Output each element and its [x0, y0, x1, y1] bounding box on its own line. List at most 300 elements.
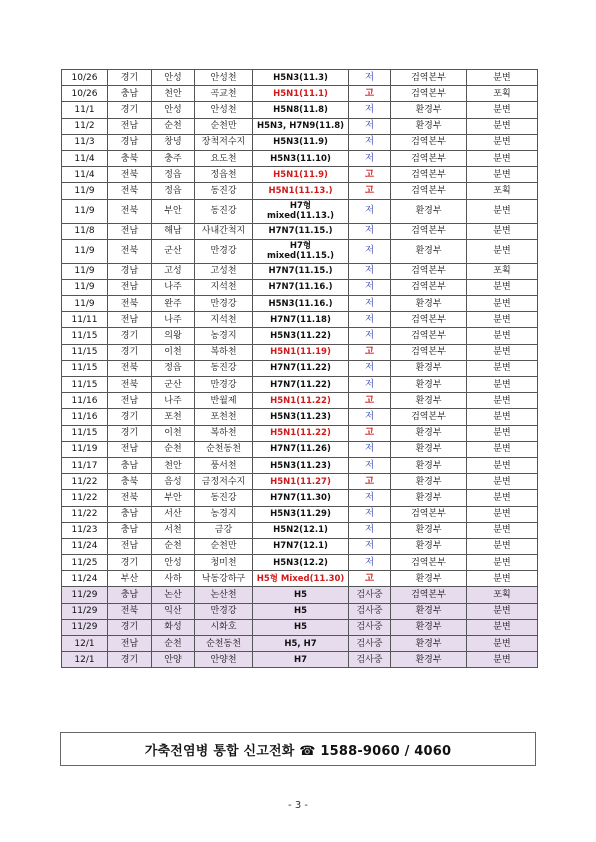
table-row: [62, 538, 538, 554]
cell-sample-type: 분변: [467, 603, 538, 619]
cell-collection-date: 11/22: [62, 474, 108, 490]
cell-subtype: H5N2(12.1): [253, 522, 349, 538]
cell-collection-date: 11/24: [62, 571, 108, 587]
cell-site: 논산천: [195, 587, 253, 603]
cell-city: 순천: [152, 538, 195, 554]
cell-site: 만경강: [195, 239, 253, 263]
cell-pathogenicity: 저: [349, 118, 391, 134]
table-row: [62, 619, 538, 635]
cell-subtype: H5N3(11.22): [253, 328, 349, 344]
cell-site: 복하천: [195, 344, 253, 360]
cell-sample-type: 분변: [467, 522, 538, 538]
cell-site: 고성천: [195, 263, 253, 279]
cell-city: 나주: [152, 393, 195, 409]
cell-city: 창녕: [152, 134, 195, 150]
cell-agency: 환경부: [391, 296, 467, 312]
cell-subtype: H7N7(11.26): [253, 441, 349, 457]
cell-city: 부안: [152, 199, 195, 223]
cell-subtype: H5N3(11.10): [253, 150, 349, 166]
cell-sample-type: 분변: [467, 490, 538, 506]
cell-agency: 검역본부: [391, 134, 467, 150]
cell-collection-date: 11/22: [62, 506, 108, 522]
cell-site: 안성천: [195, 70, 253, 86]
cell-pathogenicity: 저: [349, 490, 391, 506]
cell-pathogenicity: 저: [349, 457, 391, 473]
table-row: [62, 490, 538, 506]
cell-collection-date: 11/17: [62, 457, 108, 473]
cell-subtype: H5N1(11.27): [253, 474, 349, 490]
cell-province: 전북: [108, 377, 152, 393]
cell-sample-type: 분변: [467, 167, 538, 183]
cell-province: 경남: [108, 134, 152, 150]
cell-pathogenicity: 저: [349, 239, 391, 263]
cell-site: 동진강: [195, 360, 253, 376]
cell-agency: 환경부: [391, 441, 467, 457]
cell-agency: 환경부: [391, 652, 467, 668]
table-row: [62, 167, 538, 183]
cell-city: 천안: [152, 457, 195, 473]
cell-province: 경기: [108, 425, 152, 441]
cell-subtype: H5N3(11.9): [253, 134, 349, 150]
cell-collection-date: 10/26: [62, 86, 108, 102]
table-row: [62, 587, 538, 603]
table-row: [62, 150, 538, 166]
cell-city: 정읍: [152, 183, 195, 199]
cell-city: 서천: [152, 522, 195, 538]
cell-subtype: H5N1(11.19): [253, 344, 349, 360]
cell-agency: 검역본부: [391, 279, 467, 295]
cell-subtype: H5: [253, 619, 349, 635]
cell-site: 청미천: [195, 555, 253, 571]
cell-sample-type: 분변: [467, 118, 538, 134]
cell-site: 반월제: [195, 393, 253, 409]
cell-site: 시화호: [195, 619, 253, 635]
cell-city: 나주: [152, 279, 195, 295]
cell-agency: 환경부: [391, 199, 467, 223]
cell-city: 정읍: [152, 167, 195, 183]
cell-sample-type: 분변: [467, 474, 538, 490]
cell-city: 군산: [152, 239, 195, 263]
cell-collection-date: 11/9: [62, 296, 108, 312]
table-row: [62, 571, 538, 587]
cell-subtype: H5N1(11.1): [253, 86, 349, 102]
cell-agency: 검역본부: [391, 555, 467, 571]
cell-city: 순천: [152, 118, 195, 134]
cell-site: 풍서천: [195, 457, 253, 473]
cell-province: 경기: [108, 344, 152, 360]
cell-collection-date: 10/26: [62, 70, 108, 86]
cell-agency: 검역본부: [391, 86, 467, 102]
cell-city: 충주: [152, 150, 195, 166]
cell-collection-date: 11/16: [62, 393, 108, 409]
cell-collection-date: 11/15: [62, 344, 108, 360]
cell-pathogenicity: 저: [349, 377, 391, 393]
cell-agency: 환경부: [391, 636, 467, 652]
cell-pathogenicity: 고: [349, 167, 391, 183]
cell-agency: 환경부: [391, 377, 467, 393]
cell-pathogenicity: 고: [349, 86, 391, 102]
report-hotline-box: [60, 732, 536, 766]
cell-province: 경기: [108, 409, 152, 425]
cell-sample-type: 분변: [467, 619, 538, 635]
cell-collection-date: 11/11: [62, 312, 108, 328]
table-row: [62, 360, 538, 376]
cell-subtype: H7N7(11.16.): [253, 279, 349, 295]
cell-site: 포천천: [195, 409, 253, 425]
table-row: [62, 239, 538, 263]
cell-site: 동진강: [195, 490, 253, 506]
cell-subtype: H7N7(11.22): [253, 360, 349, 376]
table-row: [62, 344, 538, 360]
cell-pathogenicity: 저: [349, 522, 391, 538]
cell-collection-date: 11/1: [62, 102, 108, 118]
table-row: [62, 183, 538, 199]
cell-pathogenicity: 저: [349, 70, 391, 86]
cell-province: 충북: [108, 474, 152, 490]
cell-pathogenicity: 저: [349, 199, 391, 223]
cell-pathogenicity: 저: [349, 441, 391, 457]
cell-sample-type: 분변: [467, 506, 538, 522]
cell-pathogenicity: 저: [349, 296, 391, 312]
cell-site: 안성천: [195, 102, 253, 118]
cell-subtype: H7형 mixed(11.13.): [253, 199, 349, 223]
cell-city: 포천: [152, 409, 195, 425]
cell-pathogenicity: 고: [349, 183, 391, 199]
cell-city: 부안: [152, 490, 195, 506]
cell-collection-date: 11/2: [62, 118, 108, 134]
cell-sample-type: 분변: [467, 328, 538, 344]
cell-sample-type: 분변: [467, 555, 538, 571]
cell-pathogenicity: 저: [349, 555, 391, 571]
cell-sample-type: 분변: [467, 102, 538, 118]
cell-city: 의왕: [152, 328, 195, 344]
report-hotline-text: 가축전염병 통합 신고전화 ☎ 1588-9060 / 4060: [144, 743, 452, 759]
cell-province: 전북: [108, 167, 152, 183]
cell-province: 충남: [108, 506, 152, 522]
cell-city: 순천: [152, 636, 195, 652]
table-row: [62, 474, 538, 490]
cell-collection-date: 11/15: [62, 328, 108, 344]
cell-province: 경남: [108, 263, 152, 279]
cell-agency: 검역본부: [391, 70, 467, 86]
cell-sample-type: 분변: [467, 360, 538, 376]
cell-collection-date: 11/9: [62, 279, 108, 295]
cell-subtype: H5N1(11.13.): [253, 183, 349, 199]
cell-subtype: H7N7(11.30): [253, 490, 349, 506]
cell-province: 부산: [108, 571, 152, 587]
cell-city: 나주: [152, 312, 195, 328]
cell-city: 사하: [152, 571, 195, 587]
cell-site: 동진강: [195, 199, 253, 223]
table-row: [62, 555, 538, 571]
cell-agency: 검역본부: [391, 263, 467, 279]
table-row: [62, 506, 538, 522]
cell-province: 전북: [108, 490, 152, 506]
cell-pathogenicity: 고: [349, 393, 391, 409]
cell-sample-type: 분변: [467, 425, 538, 441]
cell-subtype: H7N7(12.1): [253, 538, 349, 554]
cell-city: 익산: [152, 603, 195, 619]
cell-sample-type: 분변: [467, 279, 538, 295]
cell-province: 경기: [108, 102, 152, 118]
cell-agency: 환경부: [391, 360, 467, 376]
cell-subtype: H5N3(12.2): [253, 555, 349, 571]
cell-agency: 환경부: [391, 425, 467, 441]
cell-collection-date: 11/9: [62, 263, 108, 279]
cell-province: 전남: [108, 312, 152, 328]
cell-collection-date: 11/22: [62, 490, 108, 506]
cell-site: 순천동천: [195, 636, 253, 652]
table-row: [62, 70, 538, 86]
cell-site: 순천만: [195, 118, 253, 134]
cell-pathogenicity: 저: [349, 279, 391, 295]
cell-city: 해남: [152, 223, 195, 239]
cell-agency: 환경부: [391, 538, 467, 554]
cell-province: 충남: [108, 457, 152, 473]
cell-city: 음성: [152, 474, 195, 490]
cell-province: 전남: [108, 223, 152, 239]
table-row: [62, 312, 538, 328]
cell-city: 이천: [152, 344, 195, 360]
cell-agency: 검역본부: [391, 409, 467, 425]
cell-province: 경기: [108, 555, 152, 571]
table-row: [62, 652, 538, 668]
cell-province: 충북: [108, 150, 152, 166]
cell-city: 고성: [152, 263, 195, 279]
cell-site: 복하천: [195, 425, 253, 441]
cell-province: 경기: [108, 70, 152, 86]
cell-pathogenicity: 저: [349, 150, 391, 166]
cell-site: 만경강: [195, 377, 253, 393]
cell-collection-date: 11/23: [62, 522, 108, 538]
cell-pathogenicity: 고: [349, 344, 391, 360]
cell-agency: 검역본부: [391, 328, 467, 344]
table-row: [62, 263, 538, 279]
cell-pathogenicity: 저: [349, 102, 391, 118]
cell-sample-type: 분변: [467, 70, 538, 86]
cell-sample-type: 분변: [467, 239, 538, 263]
table-row: [62, 86, 538, 102]
cell-collection-date: 11/4: [62, 167, 108, 183]
cell-site: 순천만: [195, 538, 253, 554]
cell-sample-type: 분변: [467, 652, 538, 668]
cell-sample-type: 분변: [467, 441, 538, 457]
cell-collection-date: 11/29: [62, 603, 108, 619]
table-row: [62, 134, 538, 150]
cell-sample-type: 포획: [467, 86, 538, 102]
table-row: [62, 296, 538, 312]
cell-pathogenicity: 검사중: [349, 587, 391, 603]
table-row: [62, 425, 538, 441]
cell-sample-type: 포획: [467, 183, 538, 199]
cell-subtype: H7N7(11.22): [253, 377, 349, 393]
cell-subtype: H7N7(11.15.): [253, 263, 349, 279]
cell-city: 화성: [152, 619, 195, 635]
cell-city: 안성: [152, 102, 195, 118]
cell-pathogenicity: 저: [349, 409, 391, 425]
cell-agency: 환경부: [391, 619, 467, 635]
cell-site: 정읍천: [195, 167, 253, 183]
cell-collection-date: 11/8: [62, 223, 108, 239]
cell-sample-type: 분변: [467, 409, 538, 425]
cell-collection-date: 11/4: [62, 150, 108, 166]
cell-sample-type: 분변: [467, 199, 538, 223]
avian-influenza-detection-table: [61, 69, 538, 668]
table-row: [62, 279, 538, 295]
table-row: [62, 636, 538, 652]
cell-collection-date: 11/29: [62, 587, 108, 603]
cell-province: 충남: [108, 587, 152, 603]
cell-sample-type: 분변: [467, 223, 538, 239]
cell-agency: 검역본부: [391, 344, 467, 360]
cell-agency: 환경부: [391, 603, 467, 619]
cell-subtype: H5N3(11.16.): [253, 296, 349, 312]
cell-site: 농경지: [195, 328, 253, 344]
cell-pathogenicity: 저: [349, 328, 391, 344]
cell-subtype: H5형 Mixed(11.30): [253, 571, 349, 587]
cell-site: 금정저수지: [195, 474, 253, 490]
cell-agency: 환경부: [391, 522, 467, 538]
cell-province: 전북: [108, 183, 152, 199]
cell-collection-date: 11/19: [62, 441, 108, 457]
cell-sample-type: 분변: [467, 344, 538, 360]
cell-pathogenicity: 저: [349, 312, 391, 328]
table-row: [62, 328, 538, 344]
cell-agency: 환경부: [391, 474, 467, 490]
cell-province: 전남: [108, 393, 152, 409]
cell-collection-date: 11/3: [62, 134, 108, 150]
cell-agency: 검역본부: [391, 312, 467, 328]
cell-city: 안양: [152, 652, 195, 668]
table-row: [62, 199, 538, 223]
cell-site: 지석천: [195, 279, 253, 295]
table-row: [62, 441, 538, 457]
cell-collection-date: 11/15: [62, 360, 108, 376]
cell-collection-date: 11/9: [62, 199, 108, 223]
cell-agency: 검역본부: [391, 223, 467, 239]
cell-pathogenicity: 고: [349, 474, 391, 490]
cell-agency: 검역본부: [391, 506, 467, 522]
cell-site: 요도천: [195, 150, 253, 166]
cell-site: 순천동천: [195, 441, 253, 457]
cell-collection-date: 12/1: [62, 652, 108, 668]
cell-collection-date: 11/15: [62, 377, 108, 393]
cell-sample-type: 분변: [467, 538, 538, 554]
cell-agency: 검역본부: [391, 167, 467, 183]
cell-sample-type: 분변: [467, 377, 538, 393]
cell-agency: 환경부: [391, 118, 467, 134]
cell-subtype: H5N3, H7N9(11.8): [253, 118, 349, 134]
cell-collection-date: 12/1: [62, 636, 108, 652]
cell-pathogenicity: 저: [349, 538, 391, 554]
cell-agency: 환경부: [391, 571, 467, 587]
cell-province: 경기: [108, 619, 152, 635]
table-row: [62, 118, 538, 134]
cell-subtype: H5N3(11.23): [253, 409, 349, 425]
cell-sample-type: 분변: [467, 150, 538, 166]
cell-site: 만경강: [195, 296, 253, 312]
table-row: [62, 457, 538, 473]
cell-subtype: H5: [253, 603, 349, 619]
cell-province: 전남: [108, 538, 152, 554]
cell-site: 안양천: [195, 652, 253, 668]
cell-province: 전북: [108, 360, 152, 376]
cell-site: 농경지: [195, 506, 253, 522]
cell-province: 전북: [108, 239, 152, 263]
cell-pathogenicity: 고: [349, 571, 391, 587]
cell-pathogenicity: 고: [349, 425, 391, 441]
cell-sample-type: 포획: [467, 263, 538, 279]
cell-site: 사내간척지: [195, 223, 253, 239]
table-row: [62, 522, 538, 538]
cell-sample-type: 분변: [467, 571, 538, 587]
cell-collection-date: 11/25: [62, 555, 108, 571]
cell-pathogenicity: 저: [349, 223, 391, 239]
cell-agency: 환경부: [391, 102, 467, 118]
cell-site: 곡교천: [195, 86, 253, 102]
cell-pathogenicity: 검사중: [349, 619, 391, 635]
cell-province: 전남: [108, 118, 152, 134]
cell-collection-date: 11/29: [62, 619, 108, 635]
cell-sample-type: 분변: [467, 296, 538, 312]
cell-subtype: H7: [253, 652, 349, 668]
cell-province: 전남: [108, 279, 152, 295]
cell-province: 전북: [108, 603, 152, 619]
cell-city: 이천: [152, 425, 195, 441]
cell-city: 천안: [152, 86, 195, 102]
cell-pathogenicity: 저: [349, 263, 391, 279]
cell-agency: 검역본부: [391, 183, 467, 199]
cell-subtype: H7N7(11.15.): [253, 223, 349, 239]
cell-subtype: H5N3(11.29): [253, 506, 349, 522]
cell-province: 경기: [108, 652, 152, 668]
page-number: - 3 -: [288, 800, 308, 811]
cell-province: 전남: [108, 636, 152, 652]
cell-subtype: H7형 mixed(11.15.): [253, 239, 349, 263]
cell-agency: 검역본부: [391, 150, 467, 166]
cell-agency: 환경부: [391, 490, 467, 506]
cell-subtype: H5N1(11.9): [253, 167, 349, 183]
cell-pathogenicity: 검사중: [349, 652, 391, 668]
cell-sample-type: 분변: [467, 134, 538, 150]
cell-province: 충남: [108, 86, 152, 102]
cell-agency: 검역본부: [391, 587, 467, 603]
cell-site: 금강: [195, 522, 253, 538]
cell-pathogenicity: 검사중: [349, 636, 391, 652]
table-row: [62, 409, 538, 425]
cell-sample-type: 포획: [467, 587, 538, 603]
cell-subtype: H5, H7: [253, 636, 349, 652]
table-row: [62, 603, 538, 619]
cell-agency: 환경부: [391, 393, 467, 409]
cell-city: 서산: [152, 506, 195, 522]
cell-site: 만경강: [195, 603, 253, 619]
cell-collection-date: 11/9: [62, 239, 108, 263]
cell-sample-type: 분변: [467, 393, 538, 409]
cell-province: 전북: [108, 199, 152, 223]
cell-agency: 환경부: [391, 239, 467, 263]
cell-site: 동진강: [195, 183, 253, 199]
cell-province: 전남: [108, 441, 152, 457]
table-row: [62, 377, 538, 393]
cell-city: 논산: [152, 587, 195, 603]
cell-city: 군산: [152, 377, 195, 393]
cell-site: 지석천: [195, 312, 253, 328]
table-row: [62, 393, 538, 409]
cell-subtype: H5N1(11.22): [253, 425, 349, 441]
cell-subtype: H5N1(11.22): [253, 393, 349, 409]
cell-subtype: H5: [253, 587, 349, 603]
